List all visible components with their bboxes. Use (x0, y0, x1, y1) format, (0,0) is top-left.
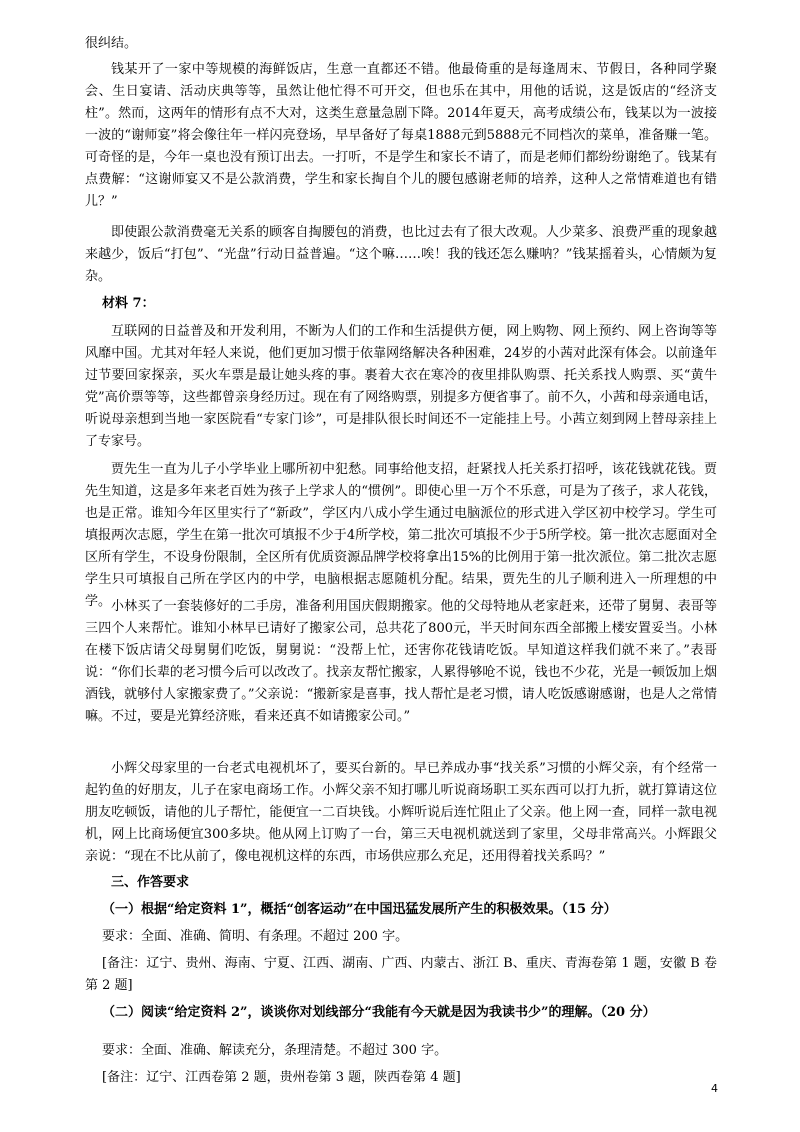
page-number: 4 (711, 1082, 718, 1095)
material-7-heading: 材料 7： (102, 296, 155, 311)
question-2-note: [备注：辽宁、江西卷第 2 题，贵州卷第 3 题，陕西卷第 4 题] (102, 1070, 461, 1085)
paragraph-seafood-restaurant: 钱某开了一家中等规模的海鲜饭店，生意一直都还不错。他最倚重的是每逢周末、节假日，各种同学聚会、生日宴请、活动庆典等等，虽然让他忙得不可开交，但也乐在其中，用他的话说，这是饭店的“经济支柱”。然而，这两年的情形有点不大对，这类生意量急剧下降。2014年夏天，高考成绩公布，钱某以为一波接一波的“谢师宴”将会像往年一样闪亮登场，早早备好了每桌1888元到5888元不同档次的菜单，准备赚一笔。可奇怪的是，今年一桌也没有预订出去。一打听，不是学生和家长不请了，而是老师们都纷纷谢绝了。钱某有点费解：“这谢师宴又不是公款消费，学生和家长掏自个儿的腰包感谢老师的培养，这种人之常情难道也有错儿？” (85, 62, 717, 209)
question-1-note: [备注：辽宁、贵州、海南、宁夏、江西、湖南、广西、内蒙古、浙江 B、重庆、青海卷第 1 题，安徽 B 卷第 2 题] (85, 956, 717, 993)
question-1-title: （一）根据“给定资料 1”，概括“创客运动”在中国迅猛发展所产生的积极效果。（15 分） (102, 902, 617, 917)
question-1-requirement: 要求：全面、准确、简明、有条理。不超过 200 字。 (102, 929, 409, 944)
paragraph-school-placement: 贾先生一直为儿子小学毕业上哪所初中犯愁。同事给他支招，赶紧找人托关系打招呼，该花钱就花钱。贾先生知道，这是多年来老百姓为孩子上学求人的“惯例”。即使心里一万个不乐意，可是为了孩子，求人花钱，也是正常。谁知今年区里实行了“新政”，学区内八成小学生通过电脑派位的形式进入学区初中校学习。学生可填报两次志愿，学生在第一批次可填报不少于4所学校，第二批次可填报不少于5所学校。第一批次志愿面对全区所有学生，不设身份限制，全区所有优质资源品牌学校将拿出15%的比例用于第一批次派位。第二批次志愿学生只可填报自己所在学区内的中学，电脑根据志愿随机分配。结果，贾先生的儿子顺利进入一所理想的中学。 (85, 462, 717, 609)
question-2-title: （二）阅读“给定资料 2”，谈谈你对划线部分“我能有今天就是因为我读书少”的理解。（20 分） (102, 1005, 656, 1020)
paragraph-self-paid-consumption: 即使跟公款消费毫无关系的顾客自掏腰包的消费，也比过去有了很大改观。人少菜多、浪费严重的现象越来越少，饭后“打包”、“光盘”行动日益普遍。“这个嘛……唉！我的钱还怎么赚呐？”钱某摇着头，心情颇为复杂。 (85, 225, 717, 284)
question-2-requirement: 要求：全面、准确、解读充分，条理清楚。不超过 300 字。 (102, 1043, 448, 1058)
paragraph-continued: 很纠结。 (85, 36, 138, 51)
section-heading-requirements: 三、作答要求 (111, 875, 190, 890)
paragraph-tv-purchase: 小辉父母家里的一台老式电视机坏了，要买台新的。早已养成办事“找关系”习惯的小辉父亲，有个经常一起钓鱼的好朋友，儿子在家电商场工作。小辉父亲不知打哪儿听说商场职工买东西可以打九折，就打算请这位朋友吃顿饭，请他的儿子帮忙，能便宜一二百块钱。小辉听说后连忙阻止了父亲。他上网一查，同样一款电视机，网上比商场便宜300多块。他从网上订购了一台，第三天电视机就送到了家里，父母非常高兴。小辉跟父亲说：“现在不比从前了，像电视机这样的东西，市场供应那么充足，还用得着找关系吗？” (85, 761, 717, 864)
paragraph-moving-house: 小林买了一套装修好的二手房，准备利用国庆假期搬家。他的父母特地从老家赶来，还带了舅舅、表哥等三四个人来帮忙。谁知小林早已请好了搬家公司，总共花了800元，半天时间东西全部搬上楼安置妥当。小林在楼下饭店请父母舅舅们吃饭，舅舅说：“没帮上忙，还害你花钱请吃饭。早知道这样我们就不来了。”表哥说：“你们长辈的老习惯今后可以改改了。找亲友帮忙搬家，人累得够呛不说，钱也不少花，光是一顿饭加上烟酒钱，就够付人家搬家费了。”父亲说：“搬新家是喜事，找人帮忙是老习惯，请人吃饭感谢感谢，也是人之常情嘛。不过，要是光算经济账，看来还真不如请搬家公司。” (85, 599, 717, 724)
paragraph-internet: 互联网的日益普及和开发利用，不断为人们的工作和生活提供方便，网上购物、网上预约、网上咨询等等风靡中国。尤其对年轻人来说，他们更加习惯于依靠网络解决各种困难，24岁的小茜对此深有体会。以前逢年过节要回家探亲，买火车票是最让她头疼的事。裹着大衣在寒冷的夜里排队购票、托关系找人购票、买“黄牛党”高价票等等，这些都曾亲身经历过。现在有了网络购票，别提多方便省事了。前不久，小茜和母亲通电话，听说母亲想到当地一家医院看“专家门诊”，可是排队很长时间还不一定能挂上号。小茜立刻到网上替母亲挂上了专家号。 (85, 324, 717, 449)
